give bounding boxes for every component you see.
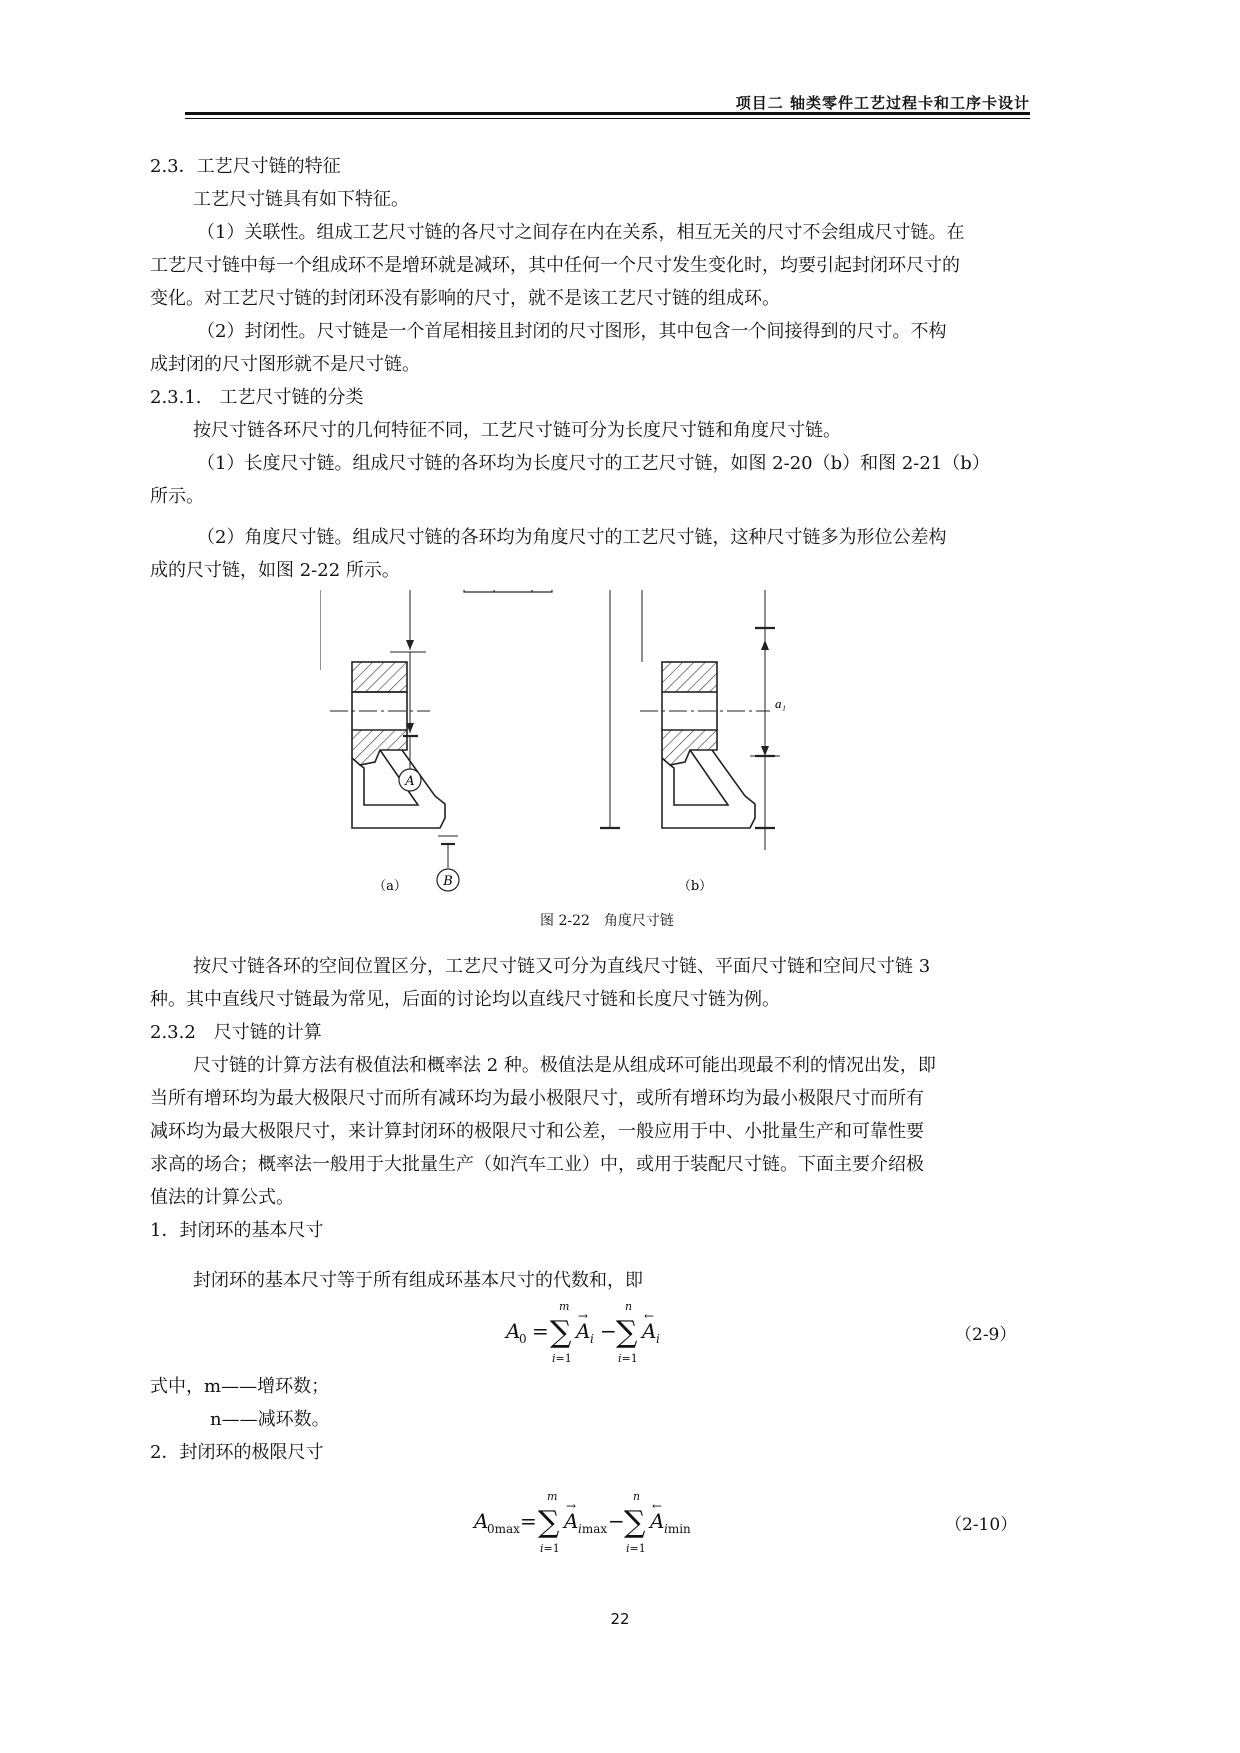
svg-text:←: ← (652, 1499, 663, 1513)
svg-text:i: i (656, 1332, 660, 1346)
paragraph-line: 工艺尺寸链中每一个组成环不是增环就是减环，其中任何一个尺寸发生变化时，均要引起封闭环尺寸的 (150, 255, 960, 276)
svg-text:∑: ∑ (550, 1315, 572, 1350)
svg-text:n: n (625, 1300, 633, 1313)
svg-text:A: A (564, 1509, 579, 1533)
paragraph-line: 求高的场合；概率法一般用于大批量生产（如汽车工业）中，或用于装配尺寸链。下面主要介绍极 (150, 1154, 924, 1175)
svg-text:→: → (578, 1309, 589, 1323)
datum-b-label: B (443, 874, 453, 889)
paragraph-line: 工艺尺寸链具有如下特征。 (193, 189, 409, 210)
where-line: 式中，m——增环数； (150, 1376, 330, 1397)
paragraph-line: 种。其中直线尺寸链最为常见，后面的讨论均以直线尺寸链和长度尺寸链为例。 (150, 989, 780, 1010)
svg-text:∑: ∑ (538, 1505, 560, 1540)
svg-text:0: 0 (519, 1332, 527, 1346)
paragraph-line: 值法的计算公式。 (150, 1187, 294, 1208)
svg-text:A: A (506, 1319, 521, 1343)
paragraph-line: 尺寸链的计算方法有极值法和概率法 2 种。极值法是从组成环可能出现最不利的情况出发，即 (193, 1055, 936, 1076)
svg-text:∑: ∑ (616, 1315, 638, 1350)
paragraph-line: 按尺寸链各环尺寸的几何特征不同，工艺尺寸链可分为长度尺寸链和角度尺寸链。 (193, 420, 841, 441)
svg-text:n: n (633, 1490, 641, 1503)
equation-2-10 (470, 1486, 730, 1562)
svg-text:A: A (650, 1509, 665, 1533)
figure-part-a (352, 662, 445, 828)
figure-angle-dimension-chain (320, 590, 880, 900)
header-rule-thin (185, 118, 1030, 119)
paragraph-line: （2）封闭性。尺寸链是一个首尾相接且封闭的尺寸图形，其中包含一个间接得到的尺寸。不构 (197, 321, 947, 342)
header-rule (185, 112, 1030, 115)
svg-text:i=1: i=1 (626, 1542, 646, 1555)
svg-text:←: ← (644, 1309, 655, 1323)
paragraph-line: 成封闭的尺寸图形就不是尺寸链。 (150, 354, 420, 375)
page-number: 22 (610, 1610, 630, 1628)
section-heading: 2.3.1. 工艺尺寸链的分类 (150, 387, 364, 408)
svg-text:=: = (520, 1509, 537, 1533)
paragraph-line: 所示。 (150, 486, 204, 507)
header-title: 项目二 轴类零件工艺过程卡和工序卡设计 (735, 94, 1030, 112)
paragraph-line: （2）角度尺寸链。组成尺寸链的各环均为角度尺寸的工艺尺寸链，这种尺寸链多为形位公差构 (197, 527, 947, 548)
sub-caption-a: （a） (373, 879, 407, 894)
svg-text:A: A (474, 1509, 489, 1533)
paragraph-line: 封闭环的基本尺寸等于所有组成环基本尺寸的代数和，即 (193, 1270, 643, 1291)
svg-text:∑: ∑ (624, 1505, 646, 1540)
tolerance-frame-parallelism (464, 590, 552, 592)
dim-a1-label: a₁ (775, 696, 787, 711)
paragraph-line: 当所有增环均为最大极限尺寸而所有减环均为最小极限尺寸，或所有增环均为最小极限尺寸而所有 (150, 1088, 924, 1109)
equation-2-9 (500, 1296, 700, 1366)
paragraph-line: 变化。对工艺尺寸链的封闭环没有影响的尺寸，就不是该工艺尺寸链的组成环。 (150, 288, 780, 309)
svg-text:m: m (547, 1490, 558, 1503)
paragraph-line: 成的尺寸链，如图 2-22 所示。 (150, 560, 400, 581)
item-heading: 2．封闭环的极限尺寸 (150, 1442, 324, 1463)
svg-text:i: i (590, 1332, 594, 1346)
svg-text:i=1: i=1 (540, 1542, 560, 1555)
svg-text:A: A (576, 1319, 591, 1343)
datum-a-label: A (405, 774, 415, 789)
svg-text:0max: 0max (487, 1522, 520, 1536)
item-heading: 1．封闭环的基本尺寸 (150, 1220, 324, 1241)
paragraph-line: 减环均为最大极限尺寸，来计算封闭环的极限尺寸和公差，一般应用于中、小批量生产和可靠性要 (150, 1121, 924, 1142)
svg-text:imin: imin (664, 1522, 691, 1536)
svg-text:→: → (566, 1499, 577, 1513)
equation-number: （2-10） (945, 1515, 1018, 1535)
where-line: n——减环数。 (210, 1409, 330, 1430)
equation-number: （2-9） (955, 1325, 1017, 1345)
figure-part-b (662, 662, 755, 828)
section-heading: 2.3．工艺尺寸链的特征 (150, 156, 341, 177)
svg-text:i=1: i=1 (552, 1352, 572, 1365)
svg-text:−: − (608, 1509, 625, 1533)
svg-text:=: = (532, 1319, 549, 1343)
svg-text:i=1: i=1 (618, 1352, 638, 1365)
svg-text:−: − (600, 1319, 617, 1343)
paragraph-line: 按尺寸链各环的空间位置区分，工艺尺寸链又可分为直线尺寸链、平面尺寸链和空间尺寸链 3 (193, 956, 931, 977)
paragraph-line: （1）关联性。组成工艺尺寸链的各尺寸之间存在内在关系，相互无关的尺寸不会组成尺寸链。在 (197, 222, 965, 243)
section-heading: 2.3.2 尺寸链的计算 (150, 1022, 322, 1043)
svg-text:imax: imax (578, 1522, 608, 1536)
svg-text:m: m (559, 1300, 570, 1313)
figure-caption: 图 2-22 角度尺寸链 (540, 913, 674, 929)
paragraph-line: （1）长度尺寸链。组成尺寸链的各环均为长度尺寸的工艺尺寸链，如图 2-20（b）和图 2-21（b） (197, 453, 990, 474)
svg-text:A: A (642, 1319, 657, 1343)
sub-caption-b: （b） (677, 879, 713, 894)
